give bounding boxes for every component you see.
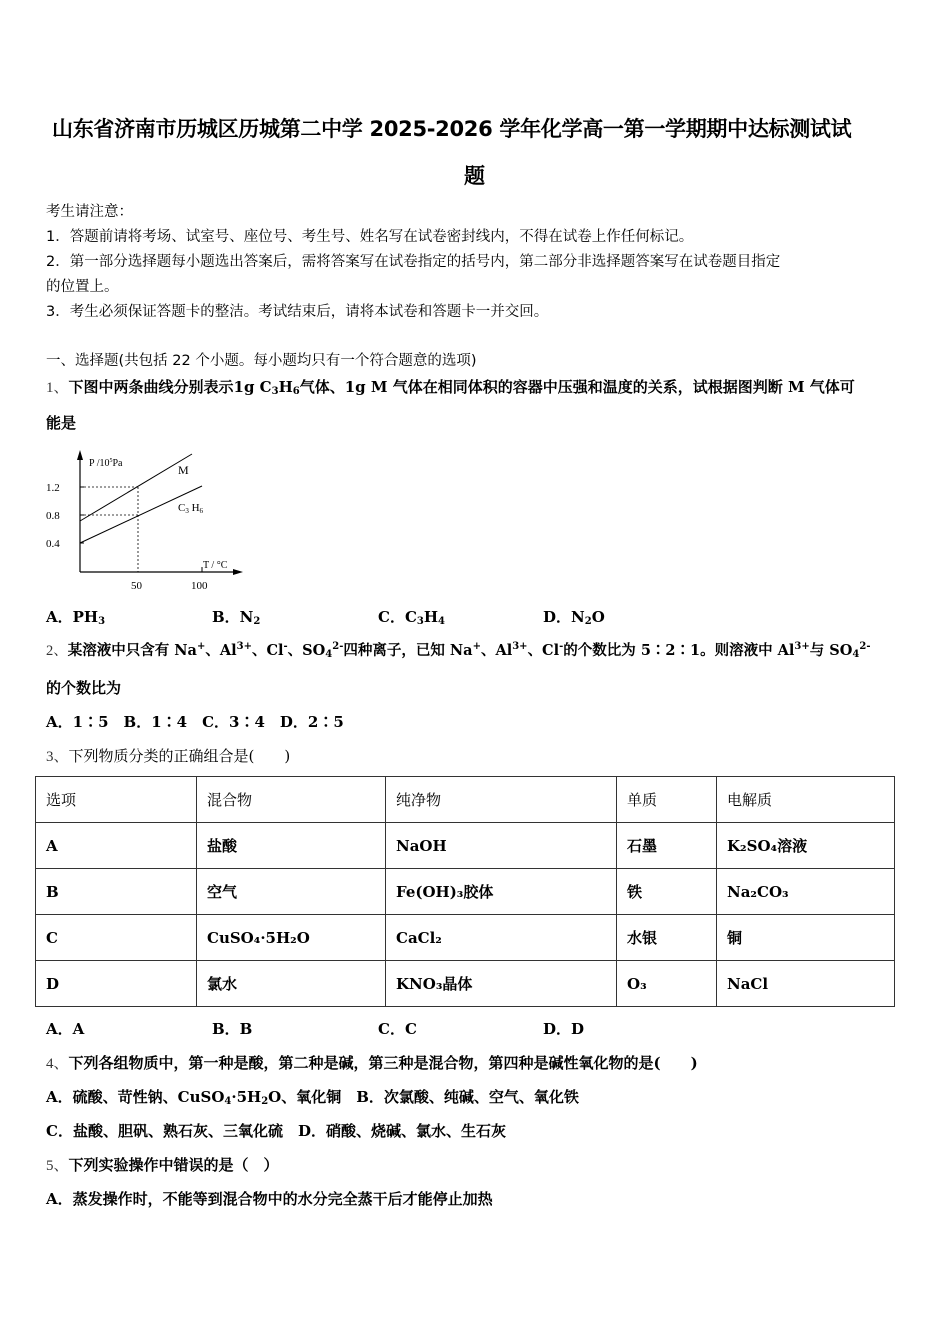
option-sub: 2 [584,616,592,627]
q4-text: 下列各组物质中，第一种是酸，第二种是碱，第三种是混合物，第四种是碱性氧化物的是( ) [68,1054,698,1072]
y-axis-label: P $/10^5Pa$ [89,458,123,469]
option-label: B．N [212,608,254,626]
option-label: D．N [543,608,585,626]
y-tick-0.8: 0.8 [46,510,60,522]
table-cell: 水银 [617,915,717,961]
option-label: C．C [378,608,417,626]
q2-text: 四种离子，已知 Na [343,642,473,659]
table-cell: A [36,823,197,869]
series-M-label: M [178,463,189,477]
question-1-stem-cont: 能是 [46,414,77,432]
q1-option-c[interactable] [378,607,445,627]
table-cell: CuSO₄·5H₂O [197,915,386,961]
q4-options-cd[interactable]: C．盐酸、胆矾、熟石灰、三氧化硫 D．硝酸、烧碱、氯水、生石灰 [46,1122,506,1140]
header-cell: 选项 [36,777,197,823]
table-cell: Fe(OH)₃胶体 [386,869,617,915]
q4-options-ab[interactable]: A．硫酸、苛性钠、$CuSO_4\cdot 5H_2O$、氧化铜 B．次氯酸、纯碱、空气、氧化铁 [46,1088,579,1107]
q1-option-b[interactable] [212,607,260,627]
notice-item-1: 1．答题前请将考场、试室号、座位号、考生号、姓名写在试卷密封线内，不得在试卷上作任何标记。 [46,229,694,245]
notice-item-3: 3．考生必须保证答题卡的整洁。考试结束后，请将本试卷和答题卡一并交回。 [46,304,549,320]
document-title-line2: 题 [464,164,485,188]
table-cell: 盐酸 [197,823,386,869]
option-label: O [591,608,605,626]
q1-formula: 1g C [233,378,272,396]
q2-text: 的个数比为 5∶2∶1。则溶液中 Al [563,642,795,659]
table-cell: CaCl₂ [386,915,617,961]
q2-text: 某溶液中只含有 Na [67,642,197,659]
series-C3H6-line [80,486,202,543]
x-tick-100: 100 [191,580,208,592]
y-tick-1.2: 1.2 [46,482,60,494]
table-cell: 铁 [617,869,717,915]
x-tick-50: 50 [131,580,142,592]
q2-options[interactable]: A．1∶5 B．1∶4 C．3∶4 D．2∶5 [46,713,344,731]
table-cell: NaOH [386,823,617,869]
table-cell: 铜 [717,915,895,961]
q3-option-c[interactable]: C．C [378,1020,417,1038]
question-number: 2、 [46,643,68,659]
header-cell: 电解质 [717,777,895,823]
table-cell: 氯水 [197,961,386,1007]
q1-sub: 3 [271,386,279,397]
q5-text: 下列实验操作中错误的是（ ） [68,1156,279,1174]
x-axis-label: T / °C [203,560,228,571]
table-row [36,869,895,915]
table-header-row [36,777,895,823]
q1-sub: 6 [292,386,300,397]
section-heading: 一、选择题(共包括 22 个小题。每小题均只有一个符合题意的选项) [46,353,477,369]
table-cell: O₃ [617,961,717,1007]
option-label: A．PH [46,608,99,626]
x-axis-arrow-icon [233,569,243,575]
notice-item-2-cont: 的位置上。 [46,279,119,295]
table-cell: D [36,961,197,1007]
pressure-temperature-chart [40,448,260,596]
y-tick-0.4: 0.4 [46,538,60,550]
notice-heading: 考生请注意： [46,204,133,220]
option-text: ·5H [231,1088,262,1106]
table-cell: B [36,869,197,915]
table-cell: C [36,915,197,961]
question-5-stem [46,1155,279,1176]
option-sub: 3 [416,616,424,627]
classification-table [35,776,895,1007]
q1-option-d[interactable] [543,607,605,627]
question-2-stem: 2、某溶液中只含有 Na+、$Al^{3+}$、Cl-、$SO_4^{2-}$四种离子，已知 Na+、$Al^{3+}$、Cl-的个数比为 5∶2∶1。则溶液中 $Al^{3+}$与 $SO_4^{2-}$ [46,641,871,660]
question-number: 1、 [46,380,69,396]
document-title-line1: 山东省济南市历城区历城第二中学 2025-2026 学年化学高一第一学期期中达标测试试 [52,117,852,141]
option-sub: 2 [253,616,261,627]
question-1-stem [46,377,855,398]
q1-formula: H [278,378,293,396]
table-cell: 石墨 [617,823,717,869]
q3-option-b[interactable]: B．B [212,1020,253,1038]
q3-option-a[interactable]: A．A [46,1020,85,1038]
option-text: A．硫酸、苛性钠、CuSO [46,1088,225,1106]
table-row [36,915,895,961]
q3-option-d[interactable]: D．D [543,1020,585,1038]
table-cell: 空气 [197,869,386,915]
q2-text: 与 SO [809,642,853,659]
question-number: 4、 [46,1056,69,1072]
question-2-stem-cont: 的个数比为 [46,679,122,697]
series-C3H6-label: C3 H6 [178,502,204,515]
header-cell: 单质 [617,777,717,823]
header-cell: 纯净物 [386,777,617,823]
table-cell: KNO₃晶体 [386,961,617,1007]
option-sub: 4 [438,616,446,627]
q1-option-a[interactable] [46,607,105,627]
table-cell: K₂SO₄溶液 [717,823,895,869]
question-4-stem [46,1053,698,1074]
option-text: O、氧化铜 B．次氯酸、纯碱、空气、氧化铁 [268,1088,579,1106]
q3-text: 下列物质分类的正确组合是( ) [68,747,291,765]
question-number: 3、 [46,749,69,765]
table-row [36,823,895,869]
option-sub: 3 [98,616,106,627]
q1-text: 下图中两条曲线分别表示 [68,378,234,396]
q5-option-a[interactable]: A．蒸发操作时，不能等到混合物中的水分完全蒸干后才能停止加热 [46,1190,493,1208]
table-row [36,961,895,1007]
table-cell: Na₂CO₃ [717,869,895,915]
question-number: 5、 [46,1158,69,1174]
notice-item-2: 2．第一部分选择题每小题选出答案后，需将答案写在试卷指定的括号内，第二部分非选择题答案写在试卷题目指定 [46,254,781,270]
question-3-stem [46,746,290,767]
option-label: H [423,608,439,626]
header-cell: 混合物 [197,777,386,823]
q1-text: 气体、1g M 气体在相同体积的容器中压强和温度的关系，试根据图判断 M 气体可 [299,378,855,396]
table-cell: NaCl [717,961,895,1007]
y-axis-arrow-icon [77,450,83,460]
